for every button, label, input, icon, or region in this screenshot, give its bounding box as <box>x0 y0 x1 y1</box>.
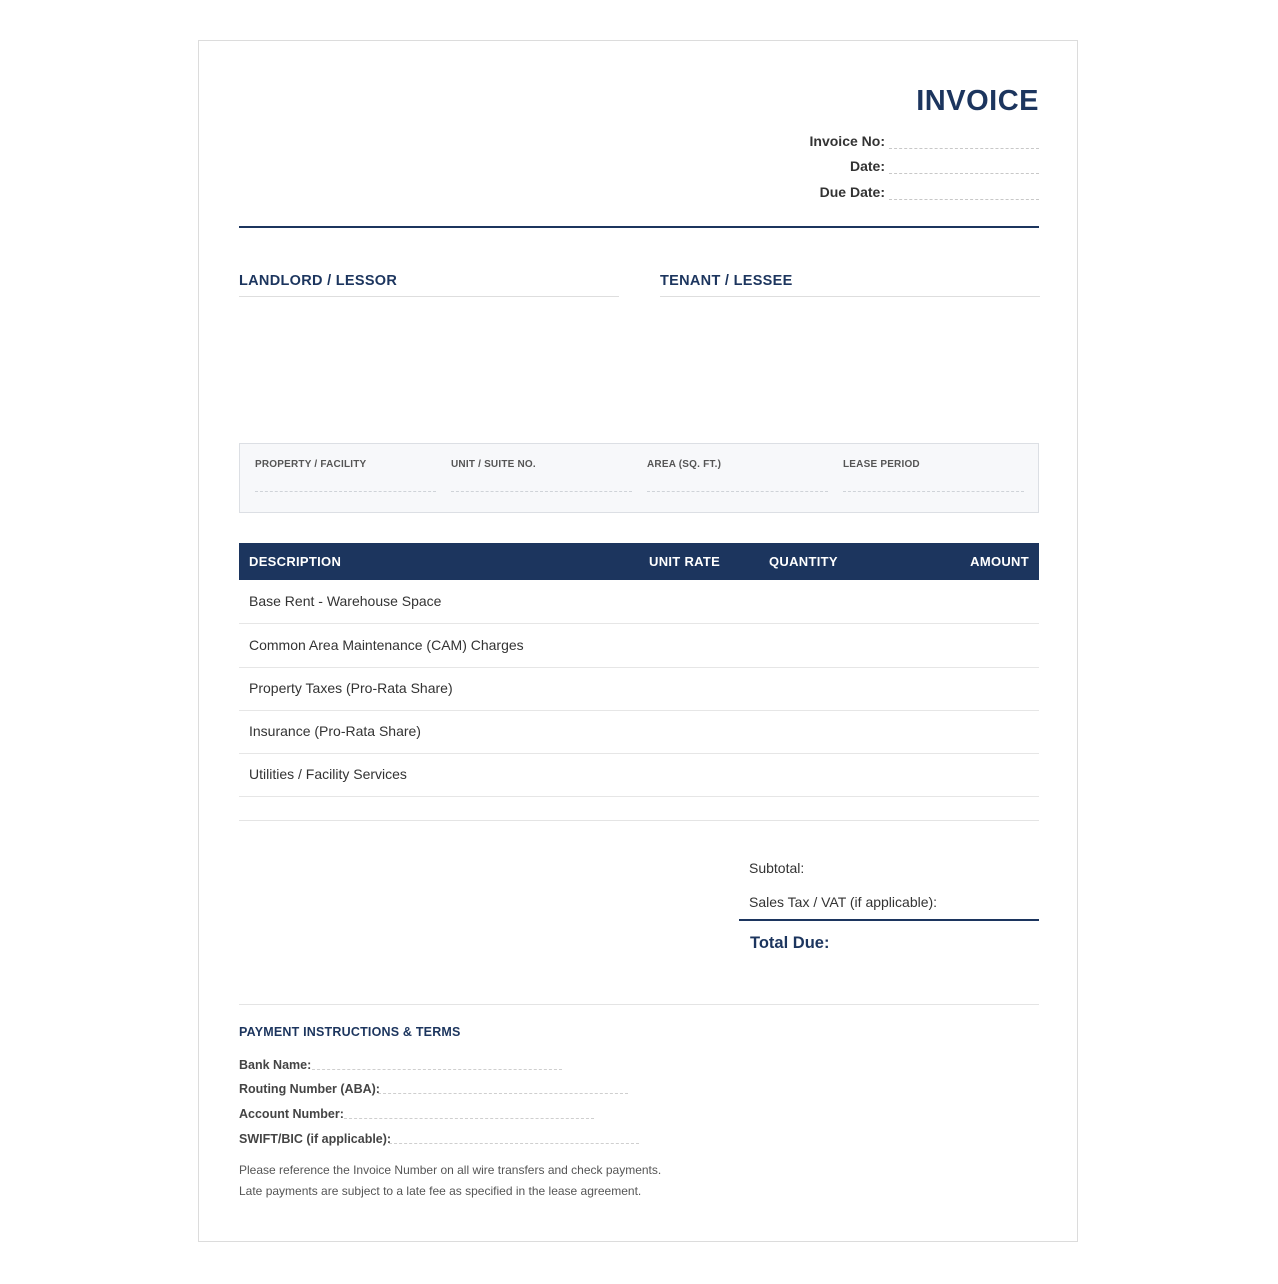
swift-bic-field[interactable] <box>239 1130 391 1148</box>
payment-note-late-fee: Late payments are subject to a late fee as specified in the lease agreement. <box>239 1184 642 1198</box>
line-item-description: Utilities / Facility Services <box>249 766 407 782</box>
table-row <box>239 753 1039 797</box>
property-facility-line <box>255 491 436 492</box>
line-item-description: Base Rent - Warehouse Space <box>249 593 442 609</box>
invoice-number-line <box>889 148 1039 149</box>
unit-suite-label: UNIT / SUITE NO. <box>451 459 536 470</box>
lease-period-label: LEASE PERIOD <box>843 459 920 470</box>
line-item-description: Common Area Maintenance (CAM) Charges <box>249 637 524 653</box>
due-date-field[interactable] <box>779 184 1039 204</box>
line-item-description: Property Taxes (Pro-Rata Share) <box>249 680 453 696</box>
routing-number-label: Routing Number (ABA): <box>239 1082 380 1096</box>
routing-number-field[interactable] <box>239 1080 380 1098</box>
table-row <box>239 624 1039 668</box>
area-line <box>647 491 828 492</box>
amount-column-header: AMOUNT <box>970 554 1029 569</box>
payment-heading: PAYMENT INSTRUCTIONS & TERMS <box>239 1025 461 1039</box>
table-row <box>239 580 1039 624</box>
landlord-underline <box>239 296 619 297</box>
unit-rate-column-header: UNIT RATE <box>649 554 721 569</box>
tenant-section <box>660 273 1040 289</box>
unit-suite-field[interactable] <box>451 459 632 470</box>
property-details-box <box>239 443 1039 513</box>
invoice-number-field[interactable] <box>779 133 1039 153</box>
invoice-page <box>198 40 1078 1242</box>
tenant-underline <box>660 296 1040 297</box>
tax-label: Sales Tax / VAT (if applicable): <box>749 894 938 910</box>
description-column-header: DESCRIPTION <box>249 554 342 569</box>
total-due-label: Total Due: <box>750 934 830 952</box>
payment-note-reference: Please reference the Invoice Number on all wire transfers and check payments. <box>239 1163 662 1177</box>
bank-name-line <box>312 1069 562 1070</box>
bank-name-field[interactable] <box>239 1056 311 1074</box>
line-items-header <box>239 543 1039 580</box>
account-number-field[interactable] <box>239 1105 344 1123</box>
invoice-content <box>239 41 1039 1241</box>
table-row <box>239 710 1039 754</box>
routing-number-line <box>378 1093 628 1094</box>
bank-name-label: Bank Name: <box>239 1058 312 1072</box>
header-divider <box>239 226 1039 228</box>
landlord-section <box>239 273 619 289</box>
tenant-heading: TENANT / LESSEE <box>660 273 793 289</box>
table-bottom-divider <box>239 820 1039 821</box>
totals-divider <box>739 919 1039 921</box>
swift-bic-line <box>389 1143 639 1144</box>
quantity-column-header: QUANTITY <box>769 554 838 569</box>
lease-period-field[interactable] <box>843 459 1024 470</box>
due-date-line <box>889 199 1039 200</box>
area-field[interactable] <box>647 459 828 470</box>
invoice-number-label: Invoice No: <box>809 133 885 149</box>
table-row <box>239 667 1039 711</box>
line-item-description: Insurance (Pro-Rata Share) <box>249 723 421 739</box>
invoice-date-label: Date: <box>849 158 885 174</box>
lease-period-line <box>843 491 1024 492</box>
payment-divider <box>239 1004 1039 1005</box>
account-number-label: Account Number: <box>239 1107 344 1121</box>
unit-suite-line <box>451 491 632 492</box>
invoice-title: INVOICE <box>916 85 1039 117</box>
property-facility-field[interactable] <box>255 459 436 470</box>
area-label: AREA (SQ. FT.) <box>647 459 722 470</box>
invoice-date-field[interactable] <box>779 158 1039 178</box>
invoice-date-line <box>889 173 1039 174</box>
account-number-line <box>344 1118 594 1119</box>
property-facility-label: PROPERTY / FACILITY <box>255 459 367 470</box>
landlord-heading: LANDLORD / LESSOR <box>239 273 398 289</box>
swift-bic-label: SWIFT/BIC (if applicable): <box>239 1132 392 1146</box>
due-date-label: Due Date: <box>819 184 885 200</box>
subtotal-label: Subtotal: <box>749 860 805 876</box>
